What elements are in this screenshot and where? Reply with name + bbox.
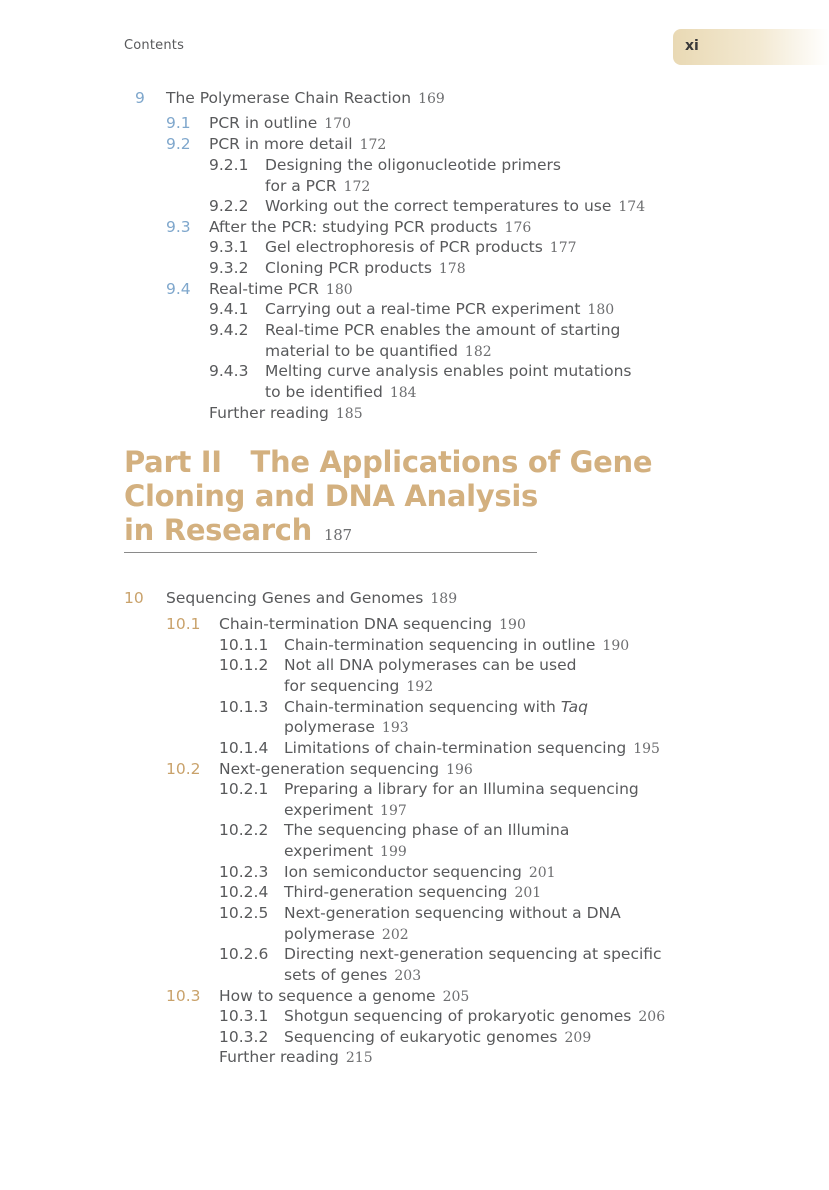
- section-number: 10.3: [166, 987, 201, 1005]
- subsection-10-2-3-entry[interactable]: [284, 862, 556, 883]
- subsection-9-2-1-entry[interactable]: [265, 155, 561, 175]
- subsection-10-3-2-entry[interactable]: [284, 1027, 591, 1048]
- page-ref: 176: [504, 220, 532, 236]
- section-9-3-entry[interactable]: [209, 217, 531, 238]
- subsection-number: 10.2.3: [219, 863, 269, 881]
- subsection-10-2-2-entry[interactable]: [284, 820, 569, 840]
- subsection-title-line2: for sequencing: [284, 677, 400, 695]
- page-ref: 180: [587, 302, 615, 318]
- section-title: PCR in outline: [209, 114, 318, 132]
- further-reading-10-entry[interactable]: [219, 1047, 373, 1068]
- part-2-title-line3: in Research: [124, 513, 313, 547]
- page-ref: 190: [499, 617, 526, 633]
- subsection-title: Carrying out a real-time PCR experiment: [265, 300, 581, 318]
- page-ref: 172: [359, 137, 387, 153]
- subsection-10-2-1-entry[interactable]: [284, 779, 639, 799]
- chapter-9-number: 9: [135, 89, 145, 107]
- page-ref: 184: [389, 385, 417, 401]
- subsection-10-2-6-entry-cont[interactable]: [284, 965, 421, 986]
- subsection-10-2-5-entry-cont[interactable]: [284, 924, 409, 945]
- section-10-2-entry[interactable]: [219, 759, 473, 780]
- subsection-9-3-2-entry[interactable]: [265, 258, 466, 279]
- section-title: Real-time PCR: [209, 280, 319, 298]
- subsection-10-1-3-entry[interactable]: [284, 697, 588, 717]
- page-ref: 170: [324, 116, 352, 132]
- page-ref: 169: [418, 91, 445, 107]
- page-ref: 172: [343, 179, 371, 195]
- subsection-number: 10.3.1: [219, 1007, 269, 1025]
- page-ref: 209: [564, 1030, 592, 1046]
- subsection-number: 10.2.5: [219, 904, 269, 922]
- page-ref: 192: [406, 679, 434, 695]
- subsection-title-line1: Preparing a library for an Illumina sequencing: [284, 780, 639, 798]
- page-ref: 205: [442, 989, 470, 1005]
- page-ref: 190: [602, 638, 630, 654]
- subsection-9-4-1-entry[interactable]: [265, 299, 614, 320]
- subsection-number: 9.2.2: [209, 197, 249, 215]
- subsection-10-2-6-entry[interactable]: [284, 944, 662, 964]
- subsection-number: 10.1.2: [219, 656, 269, 674]
- subsection-title-line2: polymerase: [284, 718, 375, 736]
- page-ref: 187: [324, 526, 352, 544]
- section-10-1-entry[interactable]: [219, 614, 526, 635]
- section-9-1-entry[interactable]: [209, 113, 351, 134]
- section-title: Chain-termination DNA sequencing: [219, 615, 493, 633]
- part-2-title-line2: Cloning and DNA Analysis: [124, 479, 538, 513]
- page-ref: 215: [345, 1050, 373, 1066]
- page-ref: 195: [633, 741, 660, 757]
- subsection-9-4-3-entry[interactable]: [265, 361, 632, 381]
- part-divider-rule: [124, 552, 537, 553]
- further-reading-9-entry[interactable]: [209, 403, 363, 424]
- subsection-10-1-2-entry[interactable]: [284, 655, 576, 675]
- subsection-title: Sequencing of eukaryotic genomes: [284, 1028, 558, 1046]
- page-ref: 189: [430, 591, 458, 607]
- chapter-9-title: The Polymerase Chain Reaction: [166, 89, 412, 107]
- subsection-10-2-5-entry[interactable]: [284, 903, 621, 923]
- subsection-number: 9.3.1: [209, 238, 249, 256]
- further-reading-title: Further reading: [209, 404, 329, 422]
- subsection-9-4-3-entry-cont[interactable]: [265, 382, 417, 403]
- page-ref: 206: [638, 1009, 666, 1025]
- page-ref: 201: [514, 885, 542, 901]
- part-2-heading[interactable]: [124, 445, 652, 552]
- subsection-number: 9.4.3: [209, 362, 249, 380]
- section-title: After the PCR: studying PCR products: [209, 218, 498, 236]
- page-number-tab: [673, 29, 829, 65]
- subsection-number: 9.3.2: [209, 259, 249, 277]
- subsection-10-1-1-entry[interactable]: [284, 635, 629, 656]
- subsection-title-italic: Taq: [560, 698, 588, 716]
- subsection-number: 10.2.1: [219, 780, 269, 798]
- part-2-title-line1: Part II The Applications of Gene: [124, 445, 653, 479]
- subsection-9-4-2-entry-cont[interactable]: [265, 341, 492, 362]
- subsection-title-line1: Not all DNA polymerases can be used: [284, 656, 577, 674]
- page-ref: 174: [618, 199, 646, 215]
- subsection-number: 9.4.2: [209, 321, 249, 339]
- subsection-number: 10.3.2: [219, 1028, 269, 1046]
- subsection-title-line1: Real-time PCR enables the amount of starting: [265, 321, 621, 339]
- chapter-10-entry[interactable]: [166, 588, 457, 609]
- page-ref: 177: [549, 240, 577, 256]
- page-ref: 185: [335, 406, 363, 422]
- subsection-9-2-2-entry[interactable]: [265, 196, 645, 217]
- subsection-number: 10.1.1: [219, 636, 269, 654]
- page-ref: 180: [325, 282, 353, 298]
- page-number: xi: [685, 38, 699, 54]
- page-ref: 202: [381, 927, 409, 943]
- section-10-3-entry[interactable]: [219, 986, 469, 1007]
- running-head: Contents: [124, 38, 185, 53]
- further-reading-title: Further reading: [219, 1048, 339, 1066]
- subsection-number: 10.1.3: [219, 698, 269, 716]
- page-ref: 203: [394, 968, 422, 984]
- subsection-title: Shotgun sequencing of prokaryotic genomes: [284, 1007, 632, 1025]
- subsection-title-line1: The sequencing phase of an Illumina: [284, 821, 570, 839]
- subsection-10-1-2-entry-cont[interactable]: [284, 676, 433, 697]
- chapter-10-title: Sequencing Genes and Genomes: [166, 589, 424, 607]
- subsection-number: 10.2.6: [219, 945, 269, 963]
- subsection-title: Cloning PCR products: [265, 259, 432, 277]
- subsection-number: 9.4.1: [209, 300, 249, 318]
- page-ref: 193: [381, 720, 409, 736]
- subsection-title-line1: Chain-termination sequencing with: [284, 698, 556, 716]
- subsection-number: 9.2.1: [209, 156, 249, 174]
- subsection-title-line2: experiment: [284, 801, 374, 819]
- section-title: Next-generation sequencing: [219, 760, 440, 778]
- section-9-4-entry[interactable]: [209, 279, 353, 300]
- subsection-title-line2: to be identified: [265, 383, 383, 401]
- page-ref: 201: [528, 865, 556, 881]
- section-number: 9.4: [166, 280, 191, 298]
- subsection-title-line2: experiment: [284, 842, 374, 860]
- subsection-title: Ion semiconductor sequencing: [284, 863, 522, 881]
- subsection-title-line1: Melting curve analysis enables point mutations: [265, 362, 632, 380]
- page-ref: 182: [464, 344, 492, 360]
- section-title: How to sequence a genome: [219, 987, 436, 1005]
- subsection-title-line2: polymerase: [284, 925, 375, 943]
- subsection-number: 10.2.2: [219, 821, 269, 839]
- subsection-number: 10.2.4: [219, 883, 269, 901]
- page-ref: 199: [380, 844, 407, 860]
- subsection-10-3-1-entry[interactable]: [284, 1006, 665, 1027]
- subsection-10-1-4-entry[interactable]: [284, 738, 660, 759]
- subsection-title: Limitations of chain-termination sequencing: [284, 739, 627, 757]
- subsection-title: Gel electrophoresis of PCR products: [265, 238, 543, 256]
- subsection-9-2-1-entry-cont[interactable]: [265, 176, 370, 197]
- subsection-title-line2: material to be quantified: [265, 342, 458, 360]
- subsection-title-line2: sets of genes: [284, 966, 388, 984]
- section-number: 9.1: [166, 114, 191, 132]
- subsection-10-2-2-entry-cont[interactable]: [284, 841, 407, 862]
- subsection-10-1-3-entry-cont[interactable]: [284, 717, 409, 738]
- page-ref: 196: [446, 762, 473, 778]
- section-number: 9.3: [166, 218, 191, 236]
- subsection-10-2-4-entry[interactable]: [284, 882, 541, 903]
- subsection-title-line1: Directing next-generation sequencing at specific: [284, 945, 662, 963]
- subsection-title: Chain-termination sequencing in outline: [284, 636, 596, 654]
- section-number: 9.2: [166, 135, 191, 153]
- subsection-9-4-2-entry[interactable]: [265, 320, 620, 340]
- subsection-10-2-1-entry-cont[interactable]: [284, 800, 407, 821]
- section-number: 10.2: [166, 760, 201, 778]
- subsection-title-line1: Designing the oligonucleotide primers: [265, 156, 561, 174]
- page-ref: 197: [380, 803, 407, 819]
- section-9-2-entry[interactable]: [209, 134, 386, 155]
- section-title: PCR in more detail: [209, 135, 353, 153]
- section-number: 10.1: [166, 615, 201, 633]
- subsection-title-line1: Next-generation sequencing without a DNA: [284, 904, 621, 922]
- subsection-9-3-1-entry[interactable]: [265, 237, 577, 258]
- subsection-title: Working out the correct temperatures to use: [265, 197, 612, 215]
- subsection-number: 10.1.4: [219, 739, 269, 757]
- subsection-title-line2: for a PCR: [265, 177, 337, 195]
- page-ref: 178: [438, 261, 466, 277]
- chapter-9-entry[interactable]: [166, 88, 445, 109]
- chapter-10-number: 10: [124, 589, 144, 607]
- subsection-title: Third-generation sequencing: [284, 883, 508, 901]
